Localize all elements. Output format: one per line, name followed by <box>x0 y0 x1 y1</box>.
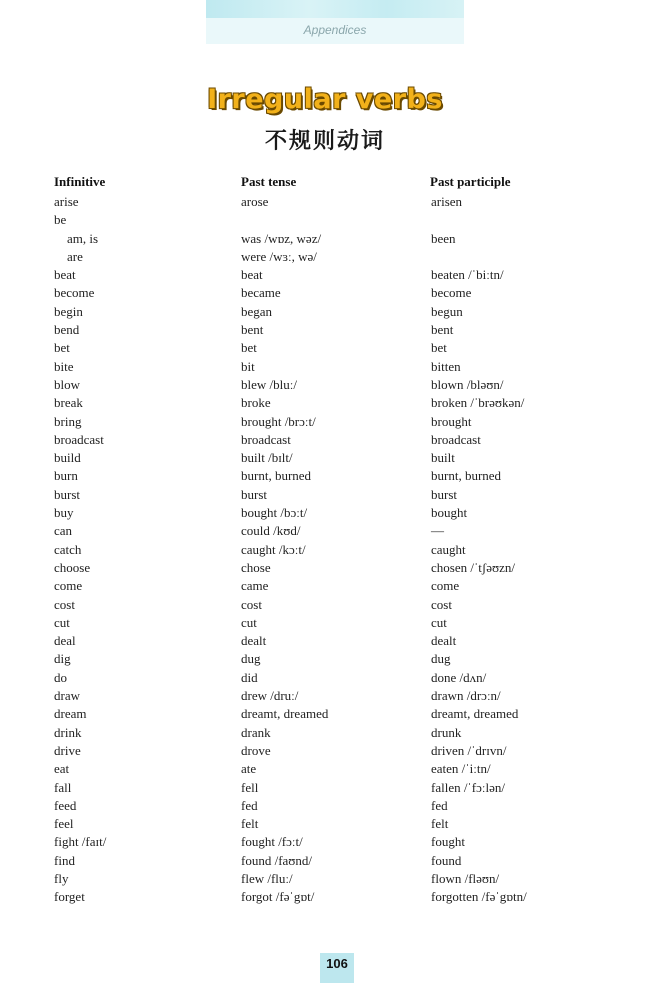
verb-past-participle: broadcast <box>431 431 481 447</box>
verb-past-participle: felt <box>431 816 449 832</box>
verb-past-participle: cut <box>431 614 447 630</box>
verb-past-participle: been <box>431 230 456 246</box>
verb-past-tense: fed <box>241 797 258 813</box>
verb-past-participle: found <box>431 852 462 868</box>
past-tense-column <box>241 193 431 907</box>
verb-infinitive: dream <box>54 706 87 722</box>
page-number: 106 <box>326 956 348 971</box>
verb-past-participle: arisen <box>431 194 463 209</box>
verb-past-participle: caught <box>431 541 466 557</box>
verb-past-tense: found /faʊnd/ <box>241 852 313 868</box>
verb-past-participle: drunk <box>431 724 462 740</box>
verb-infinitive: bite <box>54 358 74 374</box>
verb-infinitive: arise <box>54 194 79 209</box>
verb-past-participle: chosen /ˈtʃəʊzn/ <box>431 559 516 575</box>
verb-past-participle: forgotten /fəˈgɒtn/ <box>431 889 527 905</box>
column-header-infinitive: Infinitive <box>54 174 106 189</box>
verb-past-tense: burnt, burned <box>241 468 312 484</box>
verb-past-participle: dealt <box>431 633 457 649</box>
verb-past-tense: fought /fɔːt/ <box>241 834 303 850</box>
verb-past-tense: ate <box>241 761 257 777</box>
verb-infinitive: burn <box>54 468 78 484</box>
verb-infinitive: bring <box>54 413 82 429</box>
verb-past-tense: dealt <box>241 633 267 649</box>
verb-infinitive: am, is <box>67 230 99 246</box>
column-header-past-tense: Past tense <box>241 174 297 189</box>
verb-past-tense: fell <box>241 779 259 795</box>
verb-infinitive: build <box>54 450 81 466</box>
past-participle-column <box>431 193 621 907</box>
verb-infinitive: draw <box>54 688 80 704</box>
verb-past-participle: — <box>431 523 444 539</box>
verb-past-participle: built <box>431 450 455 466</box>
page-number-box <box>320 953 354 983</box>
verb-infinitive: broadcast <box>54 431 104 447</box>
verb-past-participle: drawn /drɔːn/ <box>431 688 501 704</box>
verb-infinitive: be <box>54 212 67 228</box>
verb-past-tense: beat <box>241 267 263 283</box>
verb-past-tense: bit <box>241 358 255 374</box>
verb-infinitive: feel <box>54 816 74 832</box>
verb-infinitive: become <box>54 285 95 301</box>
verb-infinitive: catch <box>54 541 82 557</box>
verb-infinitive: drive <box>54 742 81 758</box>
verb-past-tense: flew /fluː/ <box>241 870 293 886</box>
verb-past-tense: did <box>241 669 258 685</box>
verb-past-participle: fought <box>431 834 465 850</box>
verb-past-participle: become <box>431 285 472 301</box>
verb-infinitive: eat <box>54 761 70 777</box>
verb-infinitive: find <box>54 852 75 868</box>
verb-past-tense: cut <box>241 614 257 630</box>
verb-past-tense: was /wɒz, wəz/ <box>241 230 322 246</box>
verb-past-participle: broken /ˈbrəʊkən/ <box>431 395 525 411</box>
verb-past-tense: caught /kɔːt/ <box>241 541 306 557</box>
verb-infinitive: cost <box>54 596 75 612</box>
verb-past-tense: felt <box>241 816 259 832</box>
verb-infinitive: feed <box>54 797 77 813</box>
verb-past-tense: were /wɜː, wə/ <box>241 248 317 264</box>
verb-past-participle: brought <box>431 413 472 429</box>
verb-past-participle: dreamt, dreamed <box>431 706 519 722</box>
verb-past-participle: burnt, burned <box>431 468 502 484</box>
verb-past-tense: arose <box>241 194 269 209</box>
verb-past-participle: bet <box>431 340 447 356</box>
verb-past-participle: burst <box>431 486 457 502</box>
verb-infinitive: begin <box>54 303 83 319</box>
verb-past-participle: bent <box>431 322 454 338</box>
verb-infinitive: are <box>67 248 83 264</box>
verb-past-participle: bitten <box>431 358 461 374</box>
verb-past-tense: became <box>241 285 281 301</box>
verb-past-participle <box>431 211 621 229</box>
verb-past-tense: drove <box>241 742 271 758</box>
verb-infinitive: dig <box>54 651 71 667</box>
verb-infinitive: fight /faɪt/ <box>54 834 107 850</box>
verb-past-tense: broadcast <box>241 431 291 447</box>
page-title: Irregular verbs <box>207 84 443 115</box>
verb-past-participle: eaten /ˈiːtn/ <box>431 761 491 777</box>
verb-past-tense: bent <box>241 322 264 338</box>
section-header-band <box>206 0 464 44</box>
verb-past-participle: driven /ˈdrɪvn/ <box>431 742 507 758</box>
verb-past-tense: dreamt, dreamed <box>241 706 329 722</box>
verb-infinitive: beat <box>54 267 76 283</box>
verb-past-tense: broke <box>241 395 271 411</box>
column-header-past-participle: Past participle <box>430 174 511 189</box>
verb-past-tense: bet <box>241 340 257 356</box>
verb-past-tense: brought /brɔːt/ <box>241 413 316 429</box>
verb-infinitive: break <box>54 395 83 411</box>
verb-past-tense: bought /bɔːt/ <box>241 505 308 521</box>
verb-past-participle: fallen /ˈfɔːlən/ <box>431 779 505 795</box>
verb-past-participle: fed <box>431 797 448 813</box>
verb-infinitive: blow <box>54 376 80 392</box>
verb-past-participle: beaten /ˈbiːtn/ <box>431 267 504 283</box>
verb-infinitive: fall <box>54 779 72 795</box>
verb-past-tense: dug <box>241 651 261 667</box>
verb-past-tense: came <box>241 578 269 594</box>
verb-past-tense: burst <box>241 486 267 502</box>
verb-past-tense <box>241 211 431 229</box>
section-tab-label: Appendices <box>303 23 367 37</box>
verb-infinitive: burst <box>54 486 80 502</box>
decorative-water-strip <box>206 0 464 18</box>
infinitive-column <box>54 193 244 907</box>
verb-past-participle <box>431 248 621 266</box>
verb-infinitive: come <box>54 578 83 594</box>
page-subtitle-chinese: 不规则动词 <box>264 129 385 154</box>
verb-past-participle: cost <box>431 596 452 612</box>
verb-infinitive: can <box>54 523 73 539</box>
verb-past-participle: bought <box>431 505 468 521</box>
verb-infinitive: buy <box>54 505 74 521</box>
verb-infinitive: cut <box>54 614 70 630</box>
verb-past-tense: could /kʊd/ <box>241 523 301 539</box>
verb-infinitive: choose <box>54 559 91 575</box>
verb-infinitive: bend <box>54 322 80 338</box>
verb-past-participle: dug <box>431 651 451 667</box>
verb-past-tense: cost <box>241 596 262 612</box>
verb-infinitive: deal <box>54 633 76 649</box>
verb-past-participle: begun <box>431 303 463 319</box>
verb-past-participle: blown /bləʊn/ <box>431 376 504 392</box>
verb-past-participle: flown /fləʊn/ <box>431 870 500 886</box>
verb-past-tense: drew /druː/ <box>241 688 299 704</box>
verb-past-tense: drank <box>241 724 271 740</box>
verb-past-tense: built /bɪlt/ <box>241 450 293 466</box>
verb-past-tense: forgot /fəˈgɒt/ <box>241 889 315 905</box>
verb-infinitive: do <box>54 669 67 685</box>
verb-infinitive: forget <box>54 889 85 905</box>
verb-past-tense: blew /bluː/ <box>241 376 297 392</box>
verb-past-tense: chose <box>241 559 271 575</box>
verb-past-tense: began <box>241 303 273 319</box>
verb-infinitive: bet <box>54 340 70 356</box>
verb-past-participle: done /dʌn/ <box>431 669 487 685</box>
verb-infinitive: drink <box>54 724 82 740</box>
verb-past-participle: come <box>431 578 460 594</box>
verb-infinitive: fly <box>54 870 69 886</box>
